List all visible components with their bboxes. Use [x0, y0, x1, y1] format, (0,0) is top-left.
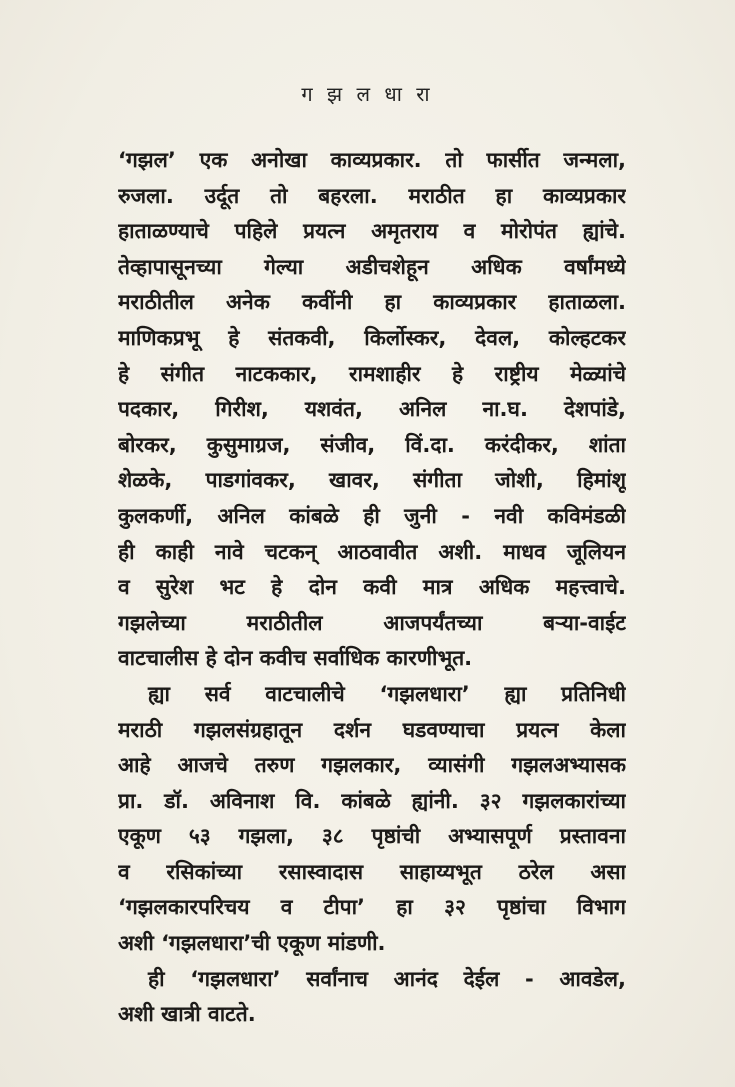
text-line: बोरकर, कुसुमाग्रज, संजीव, विं.दा. करंदीकर, शांता — [118, 432, 626, 457]
text-line: हाताळण्याचे पहिले प्रयत्न अमृतराय व मोरोपंत ह्यांचे. — [118, 219, 626, 244]
text-line: ही ‘गझलधारा’ सर्वांनाच आनंद देईल - आवडेल, — [148, 966, 626, 991]
body-text — [118, 143, 626, 1033]
text-line: व रसिकांच्या रसास्वादास साहाय्यभूत ठरेल असा — [118, 859, 626, 884]
text-line: व सुरेश भट हे दोन कवी मात्र अधिक महत्त्वाचे. — [118, 575, 626, 600]
text-line: रुजला. उर्दूत तो बहरला. मराठीत हा काव्यप्रकार — [118, 183, 626, 208]
text-line: ही काही नावे चटकन् आठवावीत अशी. माधव जूलियन — [118, 539, 626, 564]
text-line: तेव्हापासूनच्या गेल्या अडीचशेहून अधिक वर्षांमध्ये — [118, 254, 626, 279]
text-line: शेळके, पाडगांवकर, खावर, संगीता जोशी, हिमांशू — [118, 468, 626, 493]
text-line: मराठीतील अनेक कवींनी हा काव्यप्रकार हाताळला. — [118, 290, 626, 315]
text-line: अशी खात्री वाटते. — [118, 1002, 256, 1027]
text-line: आहे आजचे तरुण गझलकार, व्यासंगी गझलअभ्यासक — [118, 753, 626, 778]
text-line: वाटचालीस हे दोन कवीच सर्वाधिक कारणीभूत. — [118, 646, 473, 671]
text-line: अशी ‘गझलधारा’ची एकूण मांडणी. — [118, 931, 386, 956]
text-line: ‘गझलकारपरिचय व टीपा’ हा ३२ पृष्ठांचा विभाग — [118, 895, 626, 920]
text-line: गझलेच्या मराठीतील आजपर्यंतच्या बऱ्या-वाईट — [118, 610, 626, 635]
text-line: माणिकप्रभू हे संतकवी, किर्लोस्कर, देवल, कोल्हटकर — [118, 325, 626, 350]
text-line: ह्या सर्व वाटचालीचे ‘गझलधारा’ ह्या प्रतिनिधी — [148, 681, 626, 706]
text-line: एकूण ५३ गझला, ३८ पृष्ठांची अभ्यासपूर्ण प्रस्तावना — [118, 824, 626, 849]
text-line: ‘गझल’ एक अनोखा काव्यप्रकार. तो फार्सीत जन्मला, — [118, 148, 626, 172]
page-title: ग झ ल धा रा — [301, 82, 434, 106]
text-line: प्रा. डॉ. अविनाश वि. कांबळे ह्यांनी. ३२ गझलकारांच्या — [118, 788, 626, 813]
text-line: हे संगीत नाटककार, रामशाहीर हे राष्ट्रीय मेळ्यांचे — [118, 361, 626, 386]
text-line: मराठी गझलसंग्रहातून दर्शन घडवण्याचा प्रयत्न केला — [118, 717, 626, 742]
text-line: कुलकर्णी, अनिल कांबळे ही जुनी - नवी कविमंडळी — [118, 503, 626, 528]
text-line: पदकार, गिरीश, यशवंत, अनिल ना.घ. देशपांडे, — [118, 397, 626, 422]
